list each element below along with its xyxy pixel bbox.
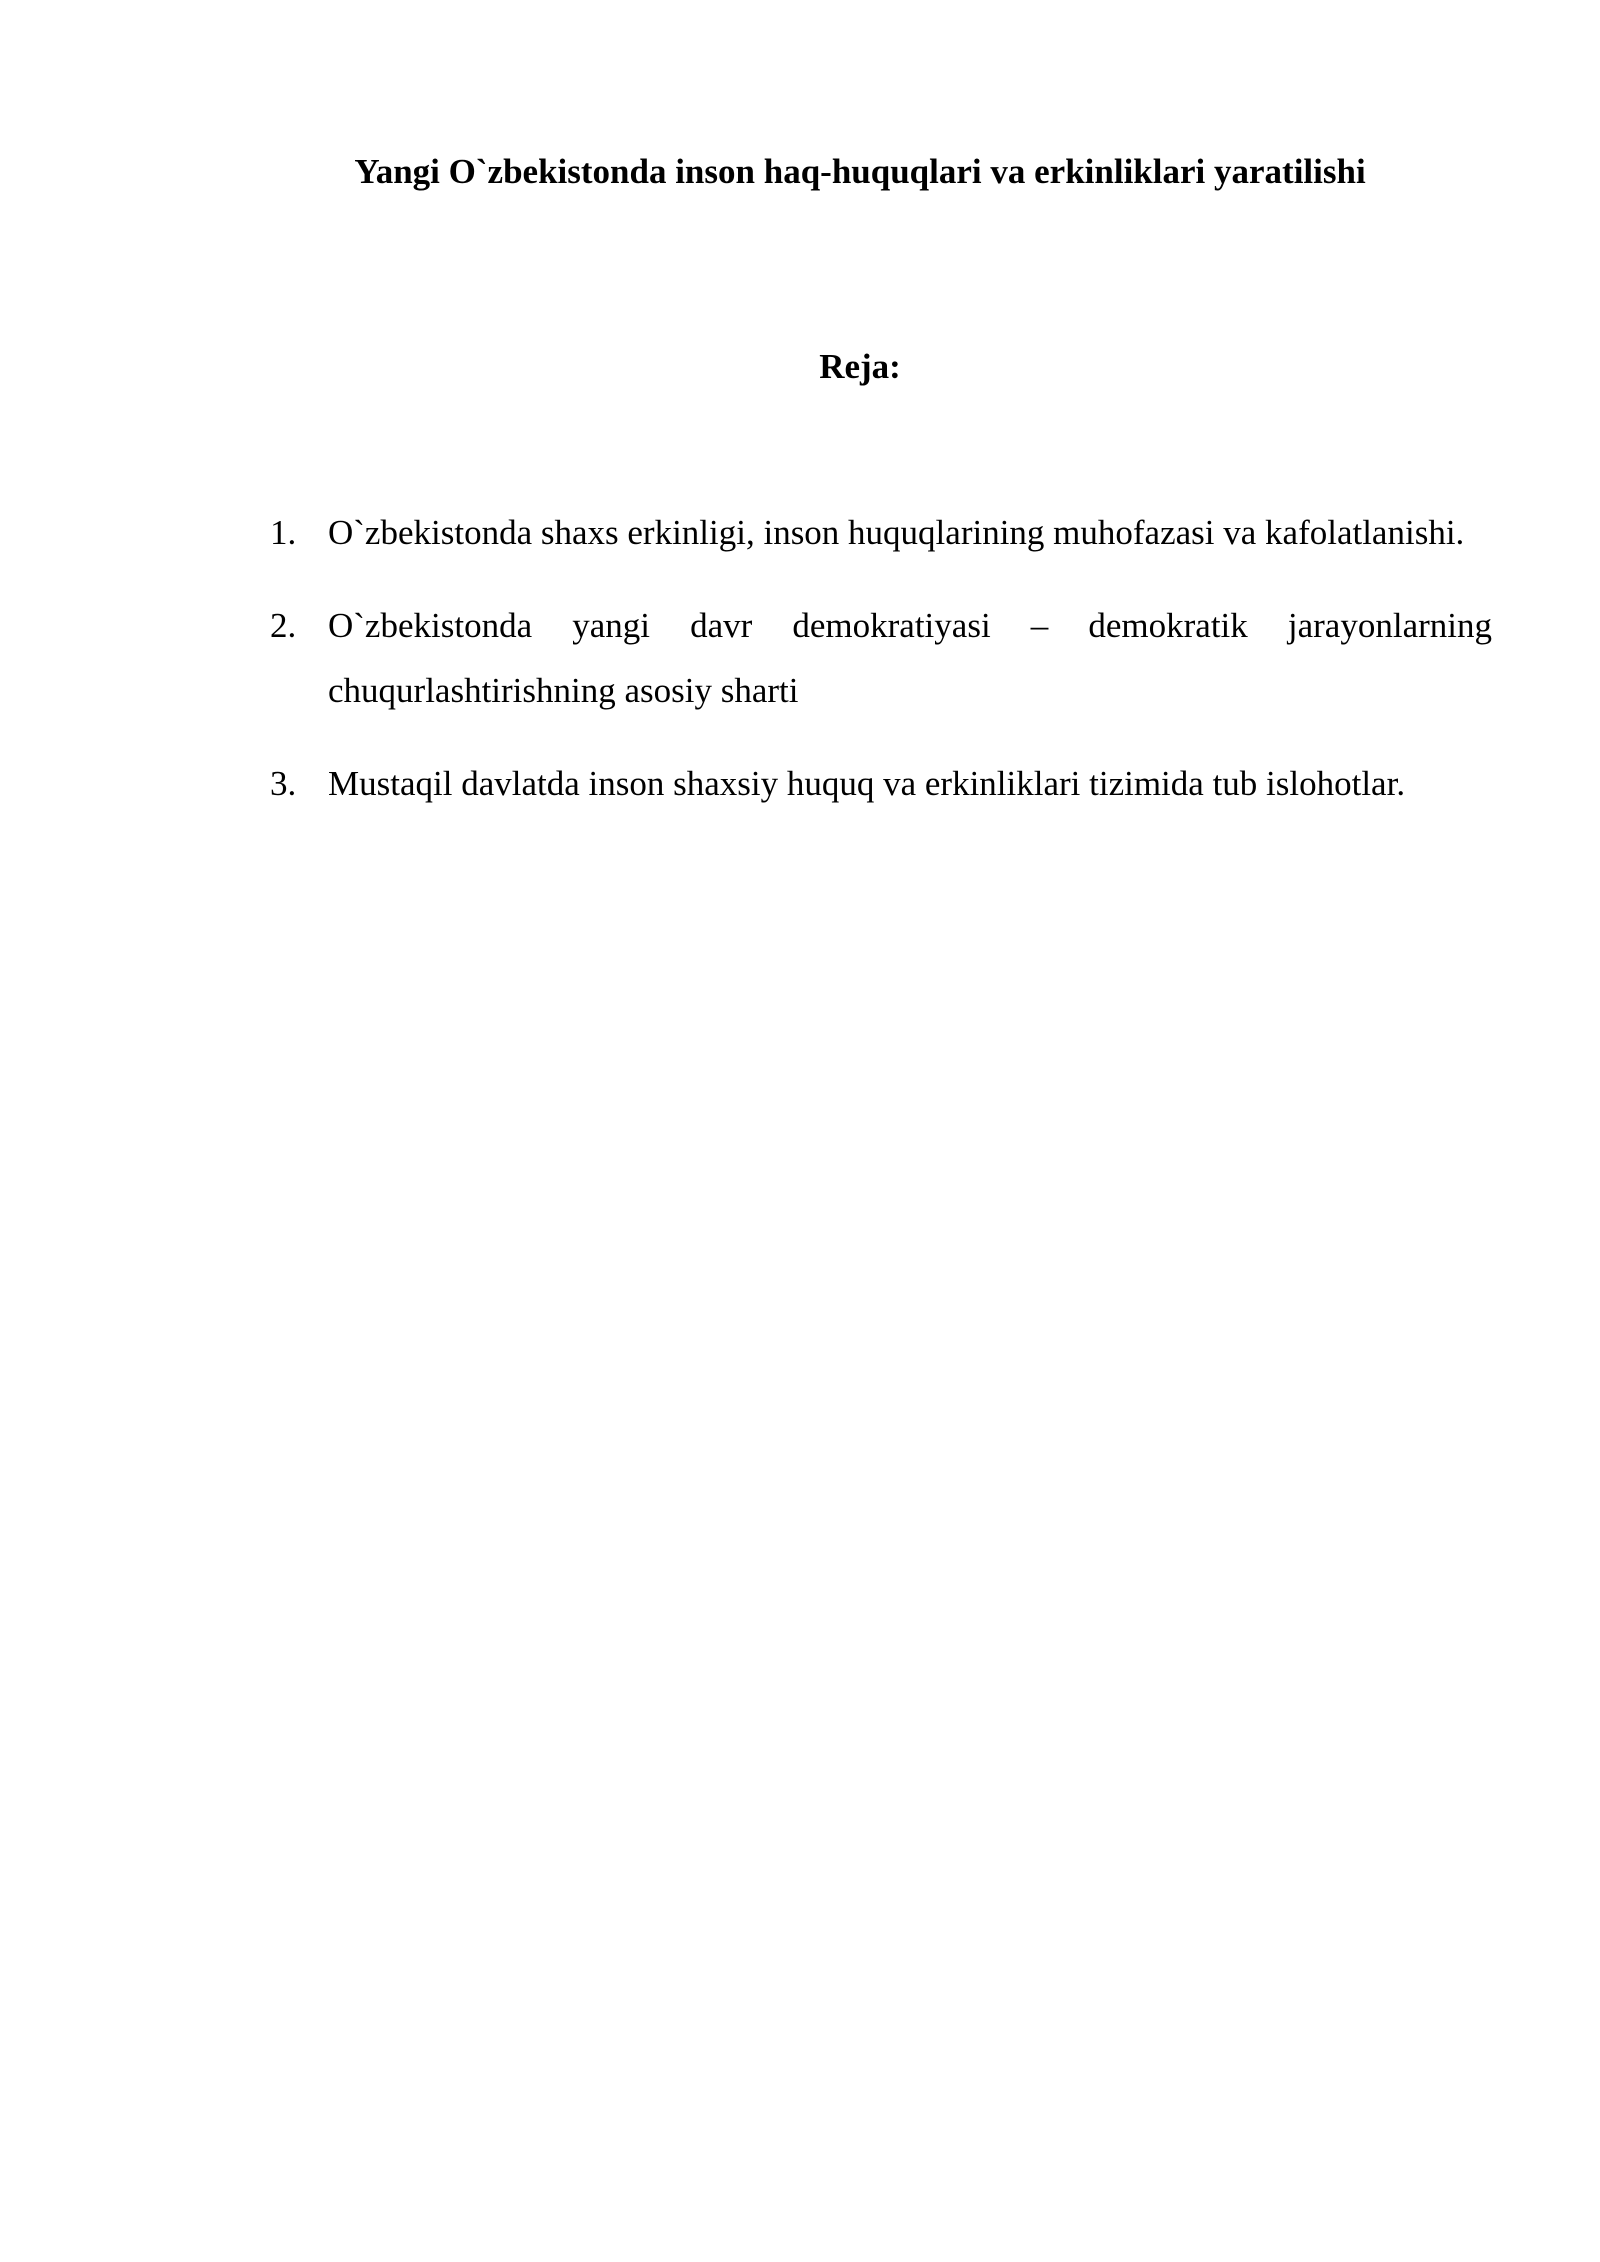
plan-item-text: Mustaqil davlatda inson shaxsiy huquq va erkinliklari tizimida tub islohotlar. — [328, 764, 1406, 803]
plan-heading: Reja: — [819, 347, 901, 386]
plan-item-text: O`zbekistonda shaxs erkinligi, inson huquqlarining muhofazasi va kafolatlanishi. — [328, 513, 1465, 552]
plan-item-number: 3. — [270, 764, 297, 803]
plan-item-number: 2. — [270, 606, 297, 645]
plan-item-number: 1. — [270, 513, 297, 552]
plan-item-text: O`zbekistonda yangi davr demokratiyasi – demokratik jarayonlarning chuqurlashtirishning asosiy sharti — [328, 606, 1492, 710]
plan-list — [270, 500, 1492, 844]
plan-item-1 — [270, 500, 1492, 565]
document-title: Yangi O`zbekistonda inson haq-huquqlari va erkinliklari yaratilishi — [354, 152, 1366, 191]
plan-item-2 — [270, 593, 1492, 723]
plan-item-3 — [270, 751, 1492, 816]
